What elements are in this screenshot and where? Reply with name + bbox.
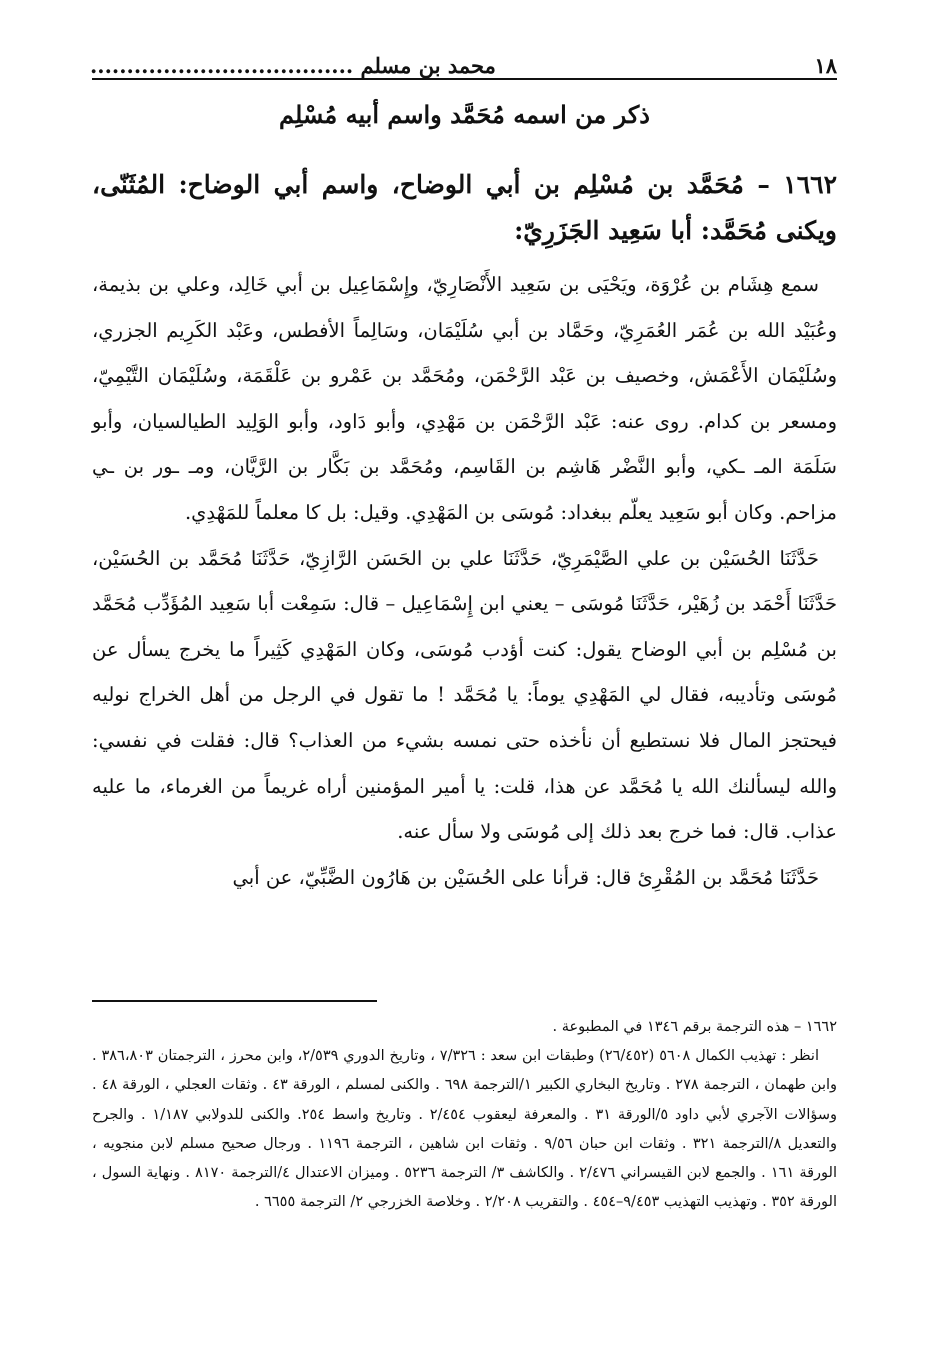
footnote-note: ١٦٦٢ – هذه الترجمة برقم ١٣٤٦ في المطبوعة . [552, 1019, 837, 1035]
entry-heading: ١٦٦٢ – مُحَمَّد بن مُسْلِم بن أبي الوضاح، واسم أبي الوضاح: المُثَنّى، ويكنى مُحَمَّد: أبا سَعِيد الجَزَرِيّ: [92, 170, 837, 245]
footnote-rule [92, 1000, 377, 1002]
footnotes [92, 1013, 837, 1217]
header-rule [92, 78, 837, 80]
section-title: ذكر من اسمه مُحَمَّد واسم أبيه مُسْلِم [279, 100, 650, 129]
paragraph: حَدَّثَنَا مُحَمَّد بن المُقْرِئ قال: قرأنا على الحُسَيْن بن هَارُون الضَّبِّيّ، عن أبي [232, 865, 819, 889]
running-title: محمد بن مسلم .................................... [90, 53, 496, 78]
page-number: ١٨ [814, 53, 837, 78]
running-header [90, 44, 837, 78]
paragraph: حَدَّثَنَا الحُسَيْن بن علي الصَّيْمَرِيّ، حَدَّثَنَا علي بن الحَسَن الرَّازِيّ، حَدَّثَنَا مُحَمَّد بن الحُسَيْن، حَدَّثَنَا أَحْمَد بن زُهَيْر، حَدَّثَنَا مُوسَى – يعني ابن إِسْمَاعِيل – قال: سَمِعْت أبا سَعِيد المُؤَدِّب مُحَمَّد بن مُسْلِم بن أبي الوضاح يقول: كنت أؤدب مُوسَى، وكان المَهْدِي كَثِيراً ما يخرج يسأل عن مُوسَى وتأديبه، فقال لي المَهْدِي يوماً: يا مُحَمَّد ! ما تقول في الرجل من أهل الخراج نوليه فيحتجز المال فلا نستطيع أن نأخذه حتى نمسه بشيء من العذاب؟ قال: فقلت في نفسي: والله ليسألنك الله يا مُحَمَّد عن هذا، قلت: يا أمير المؤمنين أراه غريماً من الغرماء، ما عليه عذاب. قال: فما خرج بعد ذلك إلى مُوسَى ولا سأل عنه. [92, 546, 837, 844]
paragraph: سمع هِشَام بن عُرْوَة، ويَحْيَى بن سَعِيد الأَنْصَارِيّ، وإِسْمَاعِيل بن أبي خَالِد، وعلي بن بذيمة، وعُبَيْد الله بن عُمَر العُمَرِيّ، وحَمَّاد بن أبي سُلَيْمَان، وسَالِماً الأفطس، وعَبْد الكَرِيم الجزري، وسُلَيْمَان الأَعْمَش، وخصيف بن عَبْد الرَّحْمَن، ومُحَمَّد بن عَمْرو بن عَلْقَمَة، وسُلَيْمَان التَّيْمِيّ، ومسعر بن كدام. روى عنه: عَبْد الرَّحْمَن بن مَهْدِي، وأبو دَاود، وأبو الوَلِيد الطيالسيان، وأبو سَلَمَة المـ ـكي، وأبو النَّضْر هَاشِم بن القَاسِم، ومُحَمَّد بن بَكَّار بن الرَّيَّان، ومـ ـور بن ـي مزاحم. وكان أبو سَعِيد يعلّم ببغداد: مُوسَى بن المَهْدِي. وقيل: بل كا معلماً للمَهْدِي. [92, 273, 837, 524]
body-text [92, 262, 837, 900]
footnote-sources: انظر : تهذيب الكمال ٥٦٠٨ (٢٦/٤٥٢) وطبقات ابن سعد : ٧/٣٢٦ ، وتاريخ الدوري ٢/٥٣٩، وابن محرز ، الترجمتان ٣٨٦،٨٠٣ . وابن طهمان ، الترجمة ٢٧٨ . وتاريخ البخاري الكبير ١/الترجمة ٦٩٨ . والكنى لمسلم ، الورقة ٤٣ . وثقات العجلي ، الورقة ٤٨ . وسؤالات الآجري لأبي داود ٥/الورقة ٣١ . والمعرفة ليعقوب ٢/٤٥٤ . وتاريخ واسط ٢٥٤. والكنى للدولابي ١/١٨٧ . والجرح والتعديل ٨/الترجمة ٣٢١ . وثقات ابن حبان ٩/٥٦ . وثقات ابن شاهين ، الترجمة ١١٩٦ . ورجال صحيح مسلم لابن منجويه ، الورقة ١٦١ . والجمع لابن القيسراني ٢/٤٧٦ . والكاشف ٣/ الترجمة ٥٢٣٦ . وميزان الاعتدال ٤/الترجمة ٨١٧٠ . ونهاية السول ، الورقة ٣٥٢ . وتهذيب التهذيب ٩/٤٥٣–٤٥٤ . والتقريب ٢/٢٠٨ . وخلاصة الخزرجي ٢/ الترجمة ٦٦٥٥ . [92, 1048, 838, 1211]
